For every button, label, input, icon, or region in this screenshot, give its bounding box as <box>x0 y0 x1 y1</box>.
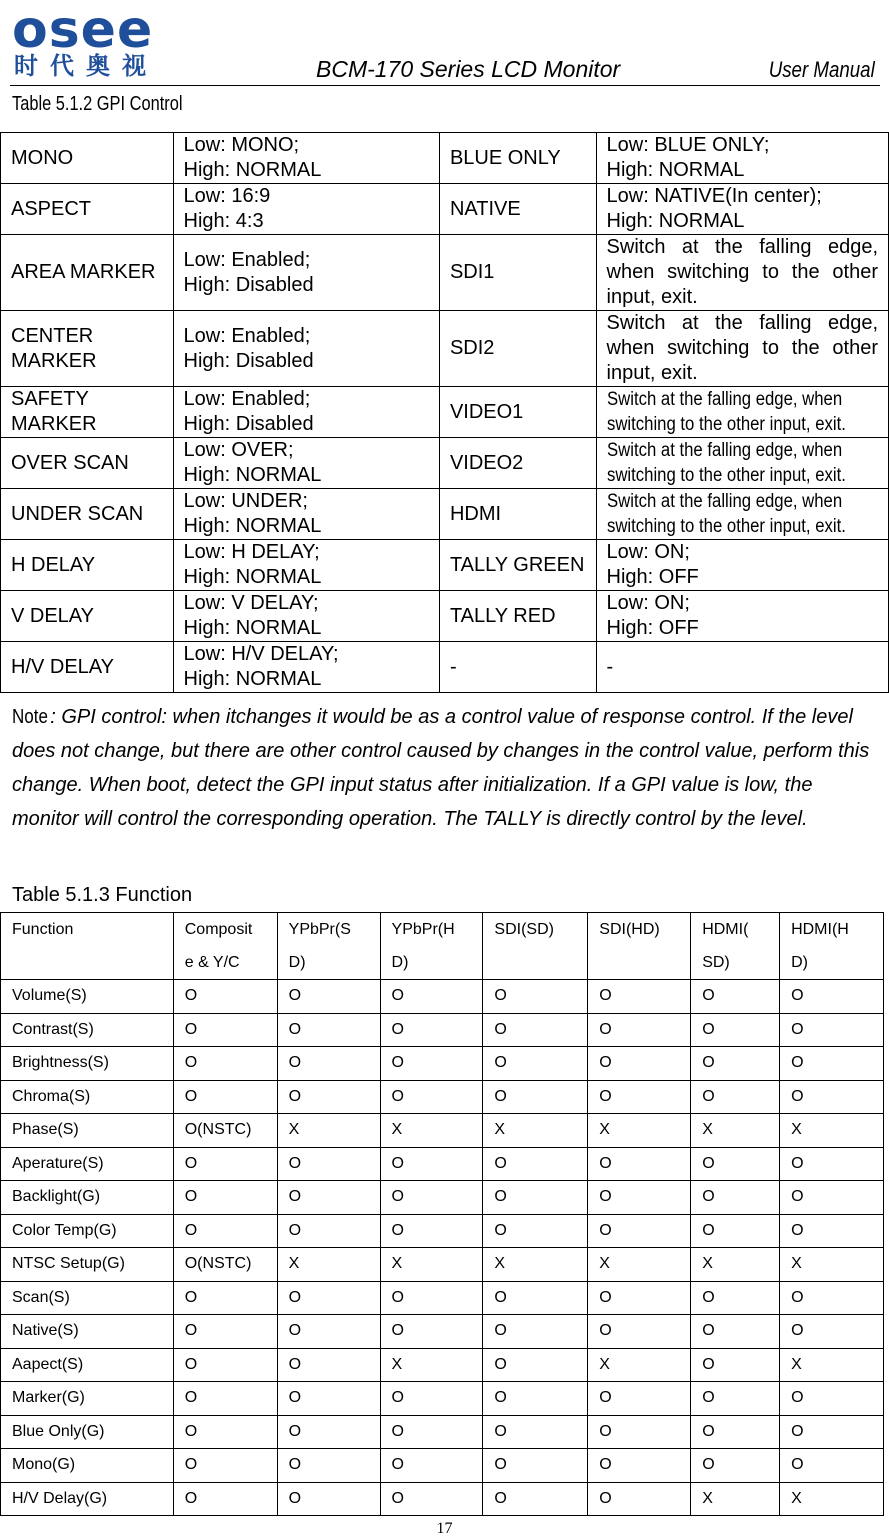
signal-name-cell <box>439 133 596 184</box>
signal-name: TALLY RED <box>449 604 556 627</box>
support-cell: O <box>380 1147 483 1181</box>
document-title: BCM-170 Series LCD Monitor <box>316 56 621 82</box>
column-header <box>588 913 691 980</box>
support-cell: O <box>691 980 780 1014</box>
support-cell: O <box>780 1281 884 1315</box>
support-cell: X <box>483 1248 588 1282</box>
level-description: switching to the other input, exit. <box>606 516 846 537</box>
support-cell: O <box>173 1047 277 1081</box>
support-cell: O <box>173 1449 277 1483</box>
column-header <box>277 913 380 980</box>
level-low: Switch at the falling edge, when switching to the other input, exit. <box>606 312 878 384</box>
function-name-cell: Marker(G) <box>1 1382 174 1416</box>
signal-name: OVER SCAN <box>11 451 129 474</box>
support-cell: O <box>780 1415 884 1449</box>
support-cell: O <box>588 1449 691 1483</box>
table-row <box>1 1013 884 1047</box>
support-cell: O <box>691 1214 780 1248</box>
level-description: Switch at the falling edge, when <box>606 389 842 410</box>
level-description: switching to the other input, exit. <box>606 465 846 486</box>
signal-name: HDMI <box>449 502 502 525</box>
support-cell: O <box>380 980 483 1014</box>
function-table <box>0 912 884 1516</box>
support-cell: O <box>780 1181 884 1215</box>
column-header-line: SDI(HD) <box>599 921 660 938</box>
support-cell: O <box>277 1382 380 1416</box>
support-cell: O <box>483 1181 588 1215</box>
support-cell: O <box>380 1315 483 1349</box>
signal-level-cell <box>596 642 888 693</box>
table-row <box>1 1114 884 1148</box>
level-low: Low: MONO; <box>183 134 300 156</box>
support-cell: O <box>277 1482 380 1516</box>
support-cell: O <box>380 1281 483 1315</box>
column-header-line: SD) <box>702 954 730 971</box>
support-cell: O <box>380 1080 483 1114</box>
column-header-line: D) <box>288 954 306 971</box>
table-row <box>1 1482 884 1516</box>
signal-level-cell <box>173 591 439 642</box>
signal-name: CENTER MARKER <box>11 324 97 372</box>
table-row <box>1 311 889 387</box>
level-description: Switch at the falling edge, when <box>606 491 842 512</box>
signal-level-cell <box>173 540 439 591</box>
support-cell: O <box>277 1013 380 1047</box>
signal-level-cell <box>173 438 439 489</box>
signal-name: MONO <box>11 146 74 169</box>
support-cell: O <box>691 1013 780 1047</box>
document-type-label: User Manual <box>768 57 875 82</box>
level-low: Low: UNDER; <box>183 490 308 512</box>
table-row <box>1 1248 884 1282</box>
support-cell: O <box>588 1281 691 1315</box>
support-cell: O <box>691 1315 780 1349</box>
table-row <box>1 1147 884 1181</box>
signal-level-cell <box>596 235 888 311</box>
osee-logo <box>12 2 187 80</box>
support-cell: O <box>691 1281 780 1315</box>
signal-name: AREA MARKER <box>11 261 156 283</box>
support-cell: O <box>173 1315 277 1349</box>
support-cell: O <box>380 1382 483 1416</box>
signal-name: VIDEO2 <box>449 451 524 474</box>
function-name-cell: H/V Delay(G) <box>1 1482 174 1516</box>
support-cell: O <box>588 1315 691 1349</box>
support-cell: X <box>780 1482 884 1516</box>
support-cell: O <box>691 1348 780 1382</box>
support-cell: O <box>173 1382 277 1416</box>
level-high: High: Disabled <box>183 349 314 372</box>
support-cell: O <box>483 1348 588 1382</box>
support-cell: O <box>483 1415 588 1449</box>
support-cell: X <box>588 1348 691 1382</box>
signal-name-cell <box>439 387 596 438</box>
support-cell: O <box>277 1214 380 1248</box>
support-cell: O <box>380 1449 483 1483</box>
level-low: Low: Enabled; <box>183 324 311 347</box>
support-cell: O <box>173 1415 277 1449</box>
column-header <box>380 913 483 980</box>
support-cell: O <box>780 980 884 1014</box>
column-header-line: HDMI(H <box>791 921 849 938</box>
signal-name-cell <box>1 184 174 235</box>
support-cell: O <box>588 1415 691 1449</box>
signal-name: TALLY GREEN <box>449 553 585 576</box>
table-row <box>1 1348 884 1382</box>
support-cell: O <box>588 1080 691 1114</box>
signal-name: - <box>449 655 457 678</box>
level-high: High: Disabled <box>183 273 314 296</box>
support-cell: O <box>588 1147 691 1181</box>
level-low: - <box>606 655 614 678</box>
function-name-cell: Aapect(S) <box>1 1348 174 1382</box>
signal-level-cell <box>173 489 439 540</box>
support-cell: X <box>277 1248 380 1282</box>
signal-name: SDI2 <box>449 337 495 359</box>
level-high: High: NORMAL <box>183 515 322 537</box>
table-row <box>1 540 889 591</box>
level-high: High: NORMAL <box>606 210 745 232</box>
logo-chinese-text: 时代奥视 <box>14 52 158 80</box>
level-low: Low: 16:9 <box>183 185 271 207</box>
support-cell: O <box>277 1281 380 1315</box>
column-header-line: YPbPr(H <box>391 921 455 938</box>
level-high: High: NORMAL <box>183 464 322 486</box>
support-cell: O <box>588 980 691 1014</box>
support-cell: X <box>380 1348 483 1382</box>
support-cell: O <box>588 1181 691 1215</box>
support-cell: O <box>691 1415 780 1449</box>
column-header-line: D) <box>391 954 409 971</box>
level-high: High: 4:3 <box>183 210 264 232</box>
support-cell: O <box>277 1047 380 1081</box>
signal-name: NATIVE <box>449 197 521 220</box>
level-high: High: NORMAL <box>183 617 322 639</box>
support-cell: O <box>277 1181 380 1215</box>
support-cell: O <box>588 1482 691 1516</box>
table-row <box>1 1080 884 1114</box>
support-cell: O <box>691 1382 780 1416</box>
support-cell: O <box>173 1013 277 1047</box>
support-cell: O <box>483 1214 588 1248</box>
support-cell: O <box>588 1013 691 1047</box>
column-header-line: e & Y/C <box>184 954 240 971</box>
support-cell: O <box>173 1080 277 1114</box>
column-header <box>691 913 780 980</box>
table-row <box>1 1214 884 1248</box>
table-row <box>1 591 889 642</box>
level-high: High: OFF <box>606 566 699 588</box>
signal-level-cell <box>596 387 888 438</box>
support-cell: O <box>780 1382 884 1416</box>
signal-name-cell <box>1 438 174 489</box>
support-cell: X <box>780 1248 884 1282</box>
table-row <box>1 1382 884 1416</box>
signal-name-cell <box>439 311 596 387</box>
support-cell: O <box>380 1013 483 1047</box>
support-cell: O <box>780 1047 884 1081</box>
support-cell: O <box>780 1147 884 1181</box>
page-number: 17 <box>436 1520 453 1537</box>
support-cell: X <box>780 1114 884 1148</box>
support-cell: O <box>780 1080 884 1114</box>
signal-name-cell <box>439 642 596 693</box>
function-name-cell: Mono(G) <box>1 1449 174 1483</box>
table-row <box>1 1415 884 1449</box>
function-name-cell: Scan(S) <box>1 1281 174 1315</box>
level-high: High: Disabled <box>183 413 314 435</box>
level-low: Low: OVER; <box>183 439 294 461</box>
support-cell: X <box>483 1114 588 1148</box>
support-cell: O <box>173 1147 277 1181</box>
support-cell: X <box>588 1248 691 1282</box>
support-cell: O <box>483 1013 588 1047</box>
support-cell: O <box>780 1449 884 1483</box>
signal-name-cell <box>1 235 174 311</box>
support-cell: O <box>380 1482 483 1516</box>
support-cell: O(NSTC) <box>173 1114 277 1148</box>
signal-name-cell <box>439 235 596 311</box>
signal-level-cell <box>173 642 439 693</box>
level-high: High: NORMAL <box>183 668 322 690</box>
support-cell: O <box>380 1415 483 1449</box>
table-row <box>1 980 884 1014</box>
column-header <box>1 913 174 980</box>
signal-level-cell <box>596 438 888 489</box>
support-cell: O <box>588 1382 691 1416</box>
signal-name-cell <box>1 311 174 387</box>
level-low: Low: V DELAY; <box>183 592 319 614</box>
signal-name-cell <box>439 184 596 235</box>
function-name-cell: Phase(S) <box>1 1114 174 1148</box>
table-row <box>1 1315 884 1349</box>
support-cell: O <box>691 1181 780 1215</box>
support-cell: O <box>380 1047 483 1081</box>
table-row <box>1 1181 884 1215</box>
function-name-cell: Brightness(S) <box>1 1047 174 1081</box>
support-cell: O <box>780 1214 884 1248</box>
support-cell: O <box>483 1382 588 1416</box>
table-row <box>1 489 889 540</box>
support-cell: O <box>483 1080 588 1114</box>
column-header <box>483 913 588 980</box>
signal-name-cell <box>1 540 174 591</box>
support-cell: O <box>483 1147 588 1181</box>
gpi-table-caption: Table 5.1.2 GPI Control <box>12 93 183 115</box>
support-cell: O <box>780 1013 884 1047</box>
signal-name-cell <box>439 591 596 642</box>
support-cell: X <box>277 1114 380 1148</box>
level-low: Low: H DELAY; <box>183 541 320 563</box>
support-cell: X <box>588 1114 691 1148</box>
support-cell: O <box>173 1281 277 1315</box>
signal-name-cell <box>1 133 174 184</box>
support-cell: O <box>173 1214 277 1248</box>
gpi-note <box>12 700 882 836</box>
support-cell: O <box>277 1348 380 1382</box>
signal-name-cell <box>1 489 174 540</box>
level-low: Low: Enabled; <box>183 388 311 410</box>
function-name-cell: NTSC Setup(G) <box>1 1248 174 1282</box>
signal-name: VIDEO1 <box>449 400 524 423</box>
signal-name-cell <box>439 438 596 489</box>
column-header-line: SDI(SD) <box>494 921 554 938</box>
function-name-cell: Chroma(S) <box>1 1080 174 1114</box>
signal-name: SAFETY MARKER <box>11 388 97 435</box>
support-cell: O <box>277 1415 380 1449</box>
support-cell: X <box>780 1348 884 1382</box>
support-cell: O <box>277 980 380 1014</box>
support-cell: X <box>380 1114 483 1148</box>
level-high: High: NORMAL <box>606 159 745 181</box>
support-cell: O <box>173 980 277 1014</box>
support-cell: O <box>483 980 588 1014</box>
signal-name: SDI1 <box>449 261 495 283</box>
table-row <box>1 1449 884 1483</box>
function-name-cell: Contrast(S) <box>1 1013 174 1047</box>
table-header-row <box>1 913 884 980</box>
signal-level-cell <box>173 133 439 184</box>
level-low: Low: NATIVE(In center); <box>606 185 822 207</box>
support-cell: O(NSTC) <box>173 1248 277 1282</box>
level-description: Switch at the falling edge, when <box>606 440 842 461</box>
table-row <box>1 235 889 311</box>
gpi-control-table <box>0 132 889 693</box>
support-cell: O <box>780 1315 884 1349</box>
signal-name: BLUE ONLY <box>449 146 561 169</box>
support-cell: O <box>691 1147 780 1181</box>
signal-level-cell <box>596 184 888 235</box>
signal-level-cell <box>596 591 888 642</box>
support-cell: O <box>483 1047 588 1081</box>
function-name-cell: Aperature(S) <box>1 1147 174 1181</box>
support-cell: O <box>173 1482 277 1516</box>
function-name-cell: Native(S) <box>1 1315 174 1349</box>
level-high: High: NORMAL <box>183 566 322 588</box>
header-divider <box>10 85 880 86</box>
column-header-line: D) <box>791 954 808 971</box>
support-cell: O <box>380 1181 483 1215</box>
column-header <box>780 913 884 980</box>
signal-name: UNDER SCAN <box>11 502 144 525</box>
level-low: Low: ON; <box>606 541 690 563</box>
support-cell: O <box>483 1281 588 1315</box>
signal-name-cell <box>1 387 174 438</box>
function-name-cell: Backlight(G) <box>1 1181 174 1215</box>
signal-level-cell <box>596 311 888 387</box>
signal-name-cell <box>1 591 174 642</box>
support-cell: O <box>483 1449 588 1483</box>
level-description: switching to the other input, exit. <box>606 414 846 435</box>
level-high: High: OFF <box>606 617 699 639</box>
support-cell: O <box>483 1315 588 1349</box>
signal-level-cell <box>596 489 888 540</box>
signal-name: ASPECT <box>11 197 92 220</box>
function-name-cell: Volume(S) <box>1 980 174 1014</box>
support-cell: X <box>691 1248 780 1282</box>
table-row <box>1 1047 884 1081</box>
support-cell: O <box>277 1080 380 1114</box>
level-low: Low: BLUE ONLY; <box>606 134 770 156</box>
function-name-cell: Color Temp(G) <box>1 1214 174 1248</box>
support-cell: O <box>173 1181 277 1215</box>
support-cell: O <box>691 1449 780 1483</box>
support-cell: O <box>691 1047 780 1081</box>
level-low: Low: Enabled; <box>183 248 311 271</box>
column-header-line: HDMI( <box>702 921 749 938</box>
signal-level-cell <box>596 540 888 591</box>
column-header-line: Composit <box>184 921 253 938</box>
table-row <box>1 438 889 489</box>
page-header <box>0 0 889 88</box>
note-text: : GPI control: when itchanges it would be as a control value of response control. If the level does not change, but there are other control caused by changes in the control value, perform this change. When boot, detect the GPI input status after initialization. If a GPI value is low, the monitor will control the corresponding operation. The TALLY is directly control by the level. <box>12 706 870 830</box>
signal-level-cell <box>173 235 439 311</box>
support-cell: O <box>277 1315 380 1349</box>
signal-level-cell <box>173 387 439 438</box>
level-high: High: NORMAL <box>183 159 322 181</box>
signal-name: H/V DELAY <box>11 655 114 678</box>
signal-name: H DELAY <box>11 553 96 576</box>
note-label: Note <box>12 706 48 728</box>
table-row <box>1 642 889 693</box>
signal-level-cell <box>173 311 439 387</box>
support-cell: O <box>588 1047 691 1081</box>
table-row <box>1 133 889 184</box>
level-low: Switch at the falling edge, when switching to the other input, exit. <box>606 236 878 308</box>
support-cell: O <box>277 1147 380 1181</box>
table-row <box>1 387 889 438</box>
table-row <box>1 184 889 235</box>
column-header-line: Function <box>12 921 74 938</box>
column-header-line: YPbPr(S <box>288 921 351 938</box>
support-cell: O <box>483 1482 588 1516</box>
signal-name-cell <box>439 540 596 591</box>
support-cell: X <box>691 1114 780 1148</box>
support-cell: O <box>588 1214 691 1248</box>
level-low: Low: H/V DELAY; <box>183 643 339 665</box>
function-table-caption: Table 5.1.3 Function <box>12 884 193 906</box>
support-cell: O <box>691 1080 780 1114</box>
support-cell: O <box>173 1348 277 1382</box>
support-cell: X <box>380 1248 483 1282</box>
signal-name-cell <box>1 642 174 693</box>
signal-level-cell <box>596 133 888 184</box>
signal-level-cell <box>173 184 439 235</box>
column-header <box>173 913 277 980</box>
function-name-cell: Blue Only(G) <box>1 1415 174 1449</box>
level-low: Low: ON; <box>606 592 690 614</box>
support-cell: O <box>380 1214 483 1248</box>
signal-name: V DELAY <box>11 604 94 627</box>
logo-wordmark: osee <box>12 0 154 60</box>
signal-name-cell <box>439 489 596 540</box>
table-row <box>1 1281 884 1315</box>
support-cell: X <box>691 1482 780 1516</box>
support-cell: O <box>277 1449 380 1483</box>
